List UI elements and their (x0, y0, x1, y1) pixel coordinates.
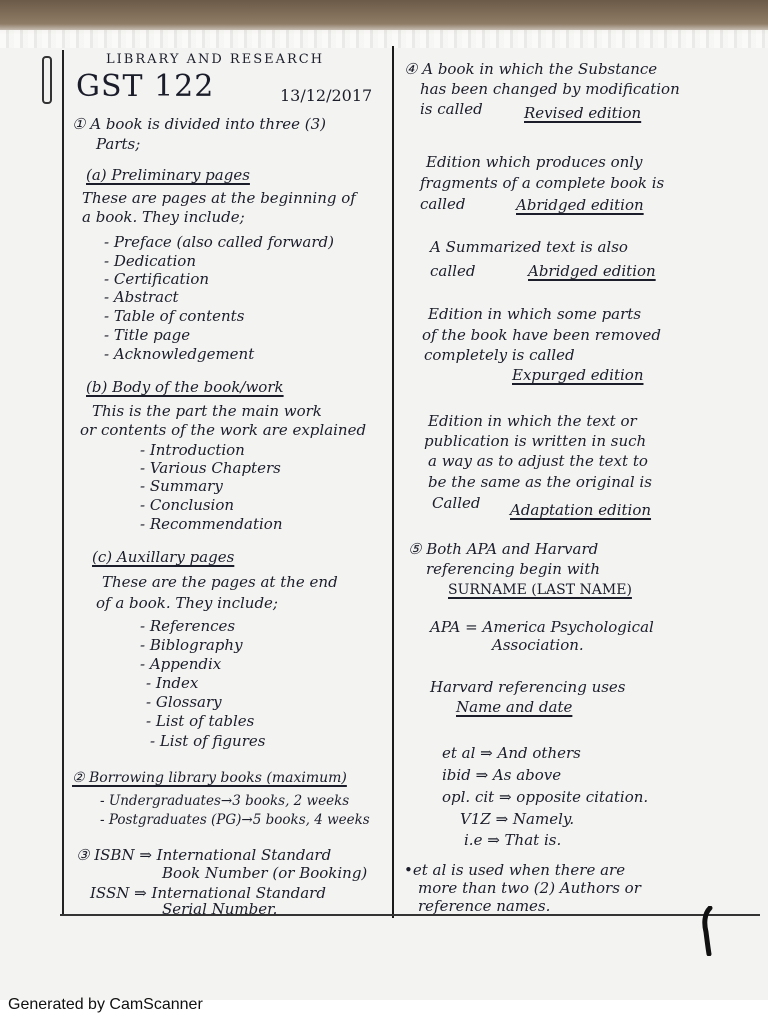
summarized-definition: A Summarized text is also (430, 238, 628, 256)
question-4-line: is called (420, 100, 483, 118)
answer-name-and-date: Name and date (456, 698, 573, 716)
question-1-line: ① A book is divided into three (3) (72, 115, 327, 133)
question-4-line: has been changed by modification (420, 80, 680, 98)
question-5-line: referencing begin with (426, 560, 601, 578)
question-4-line: ④ A book in which the Substance (404, 60, 658, 78)
section-c-title: (c) Auxillary pages (92, 548, 235, 566)
list-item: - Certification (104, 270, 210, 288)
question-3-line: ③ ISBN ⇒ International Standard (76, 846, 332, 864)
et-al-note: more than two (2) Authors or (418, 879, 641, 897)
list-item: - Dedication (104, 252, 196, 270)
section-b-title: (b) Body of the book/work (86, 378, 284, 396)
answer-expurged-edition: Expurged edition (512, 366, 644, 384)
section-b-intro: This is the part the main work (92, 402, 322, 420)
answer-abridged-edition: Abridged edition (516, 196, 644, 214)
abridged-definition: Edition which produces only (426, 153, 643, 171)
list-item: - Abstract (104, 288, 179, 306)
expurged-definition: completely is called (424, 346, 575, 364)
question-3-line: Book Number (or Booking) (162, 864, 368, 882)
torn-page-edge (0, 30, 768, 48)
expurged-definition: of the book have been removed (422, 326, 661, 344)
adaptation-definition: be the same as the original is (428, 473, 652, 491)
list-item: - List of figures (150, 732, 266, 750)
abbreviation-row: et al ⇒ And others (442, 744, 581, 762)
course-code: GST 122 (76, 69, 215, 104)
column-divider-line (392, 46, 394, 918)
harvard-definition: Harvard referencing uses (430, 678, 626, 696)
note-date: 13/12/2017 (280, 86, 373, 105)
answer-revised-edition: Revised edition (524, 104, 642, 122)
list-item: - Preface (also called forward) (104, 233, 334, 251)
apa-definition: APA = America Psychological (430, 618, 654, 636)
adaptation-definition: Edition in which the text or (428, 412, 637, 430)
binding-hole-mark (42, 56, 52, 104)
list-item: - Table of contents (104, 307, 245, 325)
list-item: - References (140, 617, 236, 635)
list-item: - List of tables (146, 712, 255, 730)
section-a-intro: These are pages at the beginning of (82, 189, 356, 207)
et-al-note: reference names. (418, 897, 551, 915)
section-a-title: (a) Preliminary pages (86, 166, 250, 184)
abbreviation-row: i.e ⇒ That is. (464, 831, 562, 849)
summarized-definition: called (430, 262, 476, 280)
abbreviation-row: V1Z ⇒ Namely. (460, 810, 575, 828)
section-c-intro: of a book. They include; (96, 594, 278, 612)
list-item: - Summary (140, 477, 223, 495)
subject-heading: LIBRARY AND RESEARCH (106, 52, 325, 67)
camscanner-watermark: Generated by CamScanner (8, 996, 203, 1013)
pen-stroke-mark (700, 906, 716, 956)
list-item: - Undergraduates→3 books, 2 weeks (100, 793, 350, 809)
list-item: - Postgraduates (PG)→5 books, 4 weeks (100, 812, 370, 828)
question-5-line: ⑤ Both APA and Harvard (408, 540, 599, 558)
answer-abridged-edition: Abridged edition (528, 262, 656, 280)
list-item: - Various Chapters (140, 459, 281, 477)
list-item: - Title page (104, 326, 191, 344)
abridged-definition: called (420, 195, 466, 213)
question-3-line: Serial Number. (162, 900, 278, 918)
abridged-definition: fragments of a complete book is (420, 174, 665, 192)
list-item: - Appendix (140, 655, 222, 673)
answer-surname: SURNAME (LAST NAME) (448, 582, 632, 598)
list-item: - Introduction (140, 441, 245, 459)
adaptation-definition: publication is written in such (424, 432, 647, 450)
left-margin-line (62, 50, 64, 915)
table-surface (0, 0, 768, 34)
list-item: - Glossary (146, 693, 222, 711)
adaptation-definition: a way as to adjust the text to (428, 452, 648, 470)
question-3-line: ISSN ⇒ International Standard (90, 884, 326, 902)
question-2-title: ② Borrowing library books (maximum) (72, 770, 347, 786)
question-1-line: Parts; (96, 135, 141, 153)
section-b-intro: or contents of the work are explained (80, 421, 367, 439)
list-item: - Acknowledgement (104, 345, 255, 363)
adaptation-definition: Called (432, 494, 481, 512)
list-item: - Index (146, 674, 199, 692)
abbreviation-row: opl. cit ⇒ opposite citation. (442, 788, 649, 806)
list-item: - Conclusion (140, 496, 235, 514)
list-item: - Biblography (140, 636, 243, 654)
expurged-definition: Edition in which some parts (428, 305, 642, 323)
section-a-intro: a book. They include; (82, 208, 245, 226)
answer-adaptation-edition: Adaptation edition (510, 501, 652, 519)
section-c-intro: These are the pages at the end (102, 573, 338, 591)
list-item: - Recommendation (140, 515, 283, 533)
et-al-note: •et al is used when there are (404, 861, 626, 879)
apa-definition: Association. (492, 636, 584, 654)
abbreviation-row: ibid ⇒ As above (442, 766, 562, 784)
